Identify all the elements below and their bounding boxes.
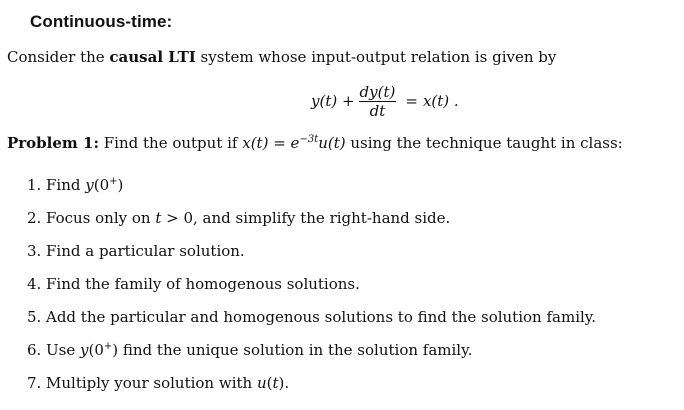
step-number: 3. (27, 242, 42, 260)
step-number: 2. (27, 209, 42, 227)
step-text-segment: Add the particular and homogenous solutions to find the solution family. (46, 308, 597, 326)
step-text-segment: Find a particular solution. (46, 242, 245, 260)
step-text (46, 275, 360, 293)
step-text (46, 209, 450, 227)
step-text-segment: (0 (88, 341, 104, 359)
problem-exp-base: e (290, 134, 300, 152)
problem-exp-exponent: −3t (299, 134, 319, 145)
step-item (27, 308, 596, 341)
step-math-symbol: t (155, 209, 162, 227)
problem-statement (7, 134, 623, 152)
equation-lhs: y(t) + (311, 92, 355, 110)
step-text-segment: (0 (93, 176, 110, 194)
step-item (27, 374, 596, 407)
step-text (46, 341, 472, 359)
step-math-symbol: u (256, 374, 267, 392)
step-item (27, 242, 596, 275)
problem-text-after: using the technique taught in class: (345, 134, 623, 152)
intro-bold-term: causal LTI (109, 48, 196, 66)
step-math-symbol: y (79, 341, 89, 359)
step-math-symbol: t (272, 374, 279, 392)
step-text (46, 308, 596, 326)
step-text (46, 374, 289, 392)
step-text-segment: Focus only on (46, 209, 156, 227)
steps-list (27, 176, 596, 407)
section-heading: Continuous-time: (30, 12, 173, 31)
step-text-segment: Find the family of homogenous solutions. (46, 275, 360, 293)
step-item (27, 176, 596, 209)
problem-label: Problem 1: (7, 134, 99, 152)
step-item (27, 341, 596, 374)
step-text-segment: Find (46, 176, 86, 194)
equation-rhs: x(t) . (422, 92, 459, 110)
step-text-segment: ). (278, 374, 290, 392)
step-text (46, 176, 123, 194)
step-number: 4. (27, 275, 42, 293)
equation-equals: = (405, 92, 418, 110)
step-text-segment: ) find the unique solution in the solution family. (112, 341, 473, 359)
step-text-segment: ( (266, 374, 273, 392)
fraction-numerator: dy(t) (359, 82, 396, 101)
step-text-segment: > 0, and simplify the right-hand side. (161, 209, 451, 227)
problem-equals: = (268, 134, 291, 152)
problem-text-before: Find the output if (99, 134, 243, 152)
intro-paragraph (7, 48, 556, 66)
derivative-fraction (359, 84, 397, 119)
step-item (27, 209, 596, 242)
step-number: 5. (27, 308, 42, 326)
system-equation (311, 82, 459, 120)
step-superscript: + (103, 341, 113, 352)
step-number: 1. (27, 176, 42, 194)
intro-text-before: Consider the (7, 48, 110, 66)
step-number: 6. (27, 341, 42, 359)
step-item (27, 275, 596, 308)
step-text-segment: ) (117, 176, 124, 194)
problem-input-signal: x(t) (242, 134, 269, 152)
step-text-segment: Multiply your solution with (46, 374, 257, 392)
step-superscript: + (109, 176, 118, 187)
fraction-denominator: dt (369, 101, 386, 120)
step-text (46, 242, 245, 260)
step-text-segment: Use (46, 341, 80, 359)
step-number: 7. (27, 374, 42, 392)
step-math-symbol: y (85, 176, 94, 194)
problem-step-function: u(t) (318, 134, 346, 152)
intro-text-after: system whose input-output relation is given by (195, 48, 557, 66)
